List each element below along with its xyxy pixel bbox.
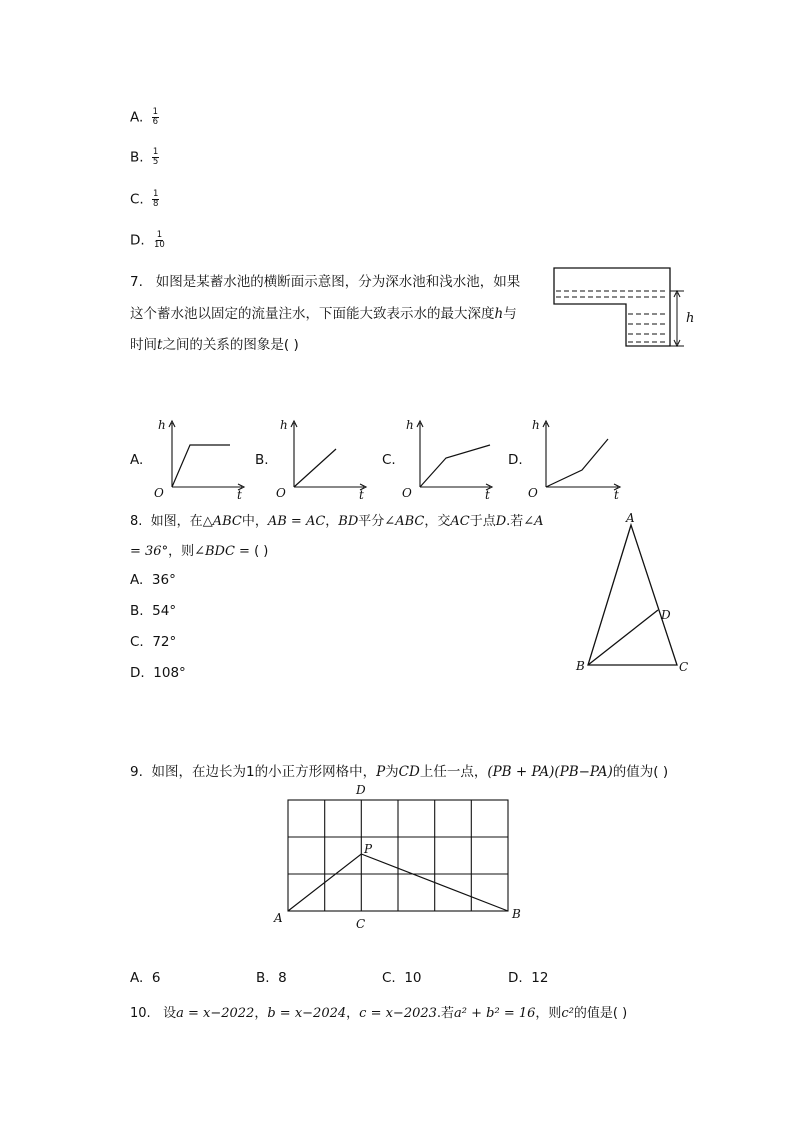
q7-text-2: 这个蓄水池以固定的流量注水，下面能大致表示水的最大深度	[130, 306, 495, 322]
reservoir-figure	[548, 262, 708, 354]
option-value: 108°	[153, 665, 186, 681]
q10-sep: ，	[346, 1006, 360, 1021]
q9-text: 为	[385, 764, 399, 780]
triangle-figure	[570, 510, 695, 680]
option-label: B.	[255, 452, 269, 468]
option-label: B.	[256, 970, 270, 986]
q8-text: .若	[506, 514, 524, 529]
expr-a: a = x−2022	[176, 1006, 255, 1021]
q9-option-d[interactable]	[508, 970, 548, 986]
q7-text-2b: 与	[503, 306, 517, 322]
x-axis-label: t	[237, 488, 242, 500]
graph-c	[398, 415, 498, 500]
q9-text: 的值为( )	[612, 764, 669, 780]
origin-label: O	[154, 486, 164, 500]
option-label: B.	[130, 603, 144, 619]
vertex-c: C	[679, 660, 689, 674]
q9-option-b[interactable]	[256, 970, 287, 986]
question-number: 9.	[130, 764, 143, 780]
option-value: 72°	[152, 634, 177, 650]
x-axis-label: t	[614, 488, 619, 500]
q8-text: ，交	[424, 514, 451, 529]
q8-option-a[interactable]	[130, 572, 176, 588]
q10-line	[130, 1002, 627, 1021]
q8-line-1	[130, 510, 544, 529]
q6-option-b[interactable]	[130, 148, 159, 167]
question-number: 10.	[130, 1006, 151, 1021]
origin-label: O	[528, 486, 538, 500]
q9-option-a[interactable]	[130, 970, 160, 986]
y-axis-label: h	[280, 418, 288, 432]
q6-option-d[interactable]	[130, 231, 166, 250]
x-axis-label: t	[485, 488, 490, 500]
angle-a: ∠A	[523, 514, 544, 529]
q7-graph-a[interactable]	[130, 415, 245, 500]
q6-option-a[interactable]	[130, 108, 159, 127]
y-axis-label: h	[158, 418, 166, 432]
q8-option-c[interactable]	[130, 634, 176, 650]
angle-bdc: ∠BDC =	[194, 544, 255, 559]
q10-text: ，则	[535, 1006, 562, 1021]
option-label: C.	[130, 191, 144, 208]
var-t: t	[157, 337, 163, 353]
point-d-label: D	[356, 783, 366, 797]
option-value: 10	[404, 970, 422, 986]
question-number: 8.	[130, 514, 143, 529]
question-number: 7.	[130, 274, 143, 290]
q9-line	[130, 760, 668, 780]
angle-abc: ∠ABC	[384, 514, 425, 529]
q9-text: 的小正方形网格中，	[254, 764, 377, 780]
q8-text: 中，	[241, 514, 268, 529]
option-label: A.	[130, 572, 144, 588]
option-value: 54°	[152, 603, 177, 619]
q10-text: 设	[163, 1006, 177, 1021]
q8-text: 于点	[469, 514, 496, 529]
q8-text: ，	[325, 514, 339, 529]
fraction: $\frac{1}{8}$	[153, 189, 159, 209]
expr-d: a² + b² = 16	[454, 1006, 536, 1021]
option-label: D.	[508, 452, 523, 468]
q7-line-1	[130, 270, 520, 290]
y-axis-label: h	[406, 418, 414, 432]
q7-line-3	[130, 333, 299, 353]
q7-line-2	[130, 302, 517, 322]
option-label: A.	[130, 109, 144, 126]
seg-cd: CD	[398, 764, 420, 780]
fraction: $\frac{1}{6}$	[152, 107, 159, 127]
expr-c-squared: c²	[561, 1006, 574, 1021]
q9-option-c[interactable]	[382, 970, 422, 986]
q8-line-2	[130, 540, 268, 559]
depth-label: h	[686, 311, 695, 326]
vertex-a: A	[626, 511, 635, 525]
q10-text: .若	[436, 1006, 455, 1021]
option-label: C.	[382, 970, 396, 986]
x-axis-label: t	[359, 488, 364, 500]
point-d: D	[495, 514, 507, 529]
q10-sep: ，	[254, 1006, 268, 1021]
point-c-label: C	[356, 917, 366, 931]
q9-text: 上任一点，	[419, 764, 488, 780]
q9-number-one: 1	[245, 764, 255, 780]
option-label: A.	[130, 452, 144, 468]
option-label: D.	[508, 970, 523, 986]
graph-b	[272, 415, 372, 500]
origin-label: O	[276, 486, 286, 500]
option-value: 36°	[151, 572, 176, 588]
option-value: 12	[531, 970, 549, 986]
q8-option-d[interactable]	[130, 665, 186, 681]
q6-option-c[interactable]	[130, 190, 159, 209]
q9-expression: (PB + PA)(PB−PA)	[487, 764, 613, 780]
seg-bd: BD	[338, 514, 359, 529]
expr-c: c = x−2023	[359, 1006, 437, 1021]
eq-ab-ac: AB = AC	[267, 514, 326, 529]
fraction: $\frac{1}{5}$	[152, 147, 159, 167]
q7-graph-c[interactable]	[382, 415, 497, 500]
expr-b: b = x−2024	[267, 1006, 347, 1021]
eq-36: = 36°	[130, 544, 169, 559]
triangle-abc: △ABC	[202, 514, 242, 529]
point-p-label: P	[364, 842, 373, 856]
q7-graph-d[interactable]	[508, 415, 628, 500]
q7-text-3b: 之间的关系的图象是( )	[162, 337, 299, 353]
point-b-label: B	[512, 907, 521, 921]
seg-ac: AC	[450, 514, 470, 529]
point-a-label: A	[274, 911, 283, 925]
fraction: $\frac{1}{10}$	[153, 230, 165, 250]
option-label: C.	[130, 634, 144, 650]
q9-text: 如图，在边长为	[151, 764, 246, 780]
grid-figure	[268, 780, 528, 935]
vertex-b: B	[576, 659, 585, 673]
q8-text: 平分	[358, 514, 385, 529]
origin-label: O	[402, 486, 412, 500]
option-label: B.	[130, 149, 144, 166]
option-value: 8	[278, 970, 287, 986]
q8-text: ( )	[254, 544, 269, 559]
y-axis-label: h	[532, 418, 540, 432]
graph-a	[150, 415, 250, 500]
option-label: A.	[130, 970, 144, 986]
graph-d	[524, 415, 628, 500]
q8-text: ，则	[168, 544, 195, 559]
q8-option-b[interactable]	[130, 603, 176, 619]
option-label: C.	[382, 452, 396, 468]
vertex-d: D	[661, 608, 671, 622]
option-label: D.	[130, 665, 145, 681]
option-value: 6	[151, 970, 161, 986]
q8-text: 如图，在	[150, 514, 203, 529]
q10-text: 的值是( )	[573, 1006, 628, 1021]
var-h: h	[494, 306, 504, 322]
q7-graph-b[interactable]	[255, 415, 370, 500]
option-label: D.	[130, 232, 145, 249]
q7-text-1: 如图是某蓄水池的横断面示意图，分为深水池和浅水池，如果	[155, 274, 521, 290]
q7-text-3: 时间	[130, 337, 157, 353]
point-p: P	[376, 764, 386, 780]
